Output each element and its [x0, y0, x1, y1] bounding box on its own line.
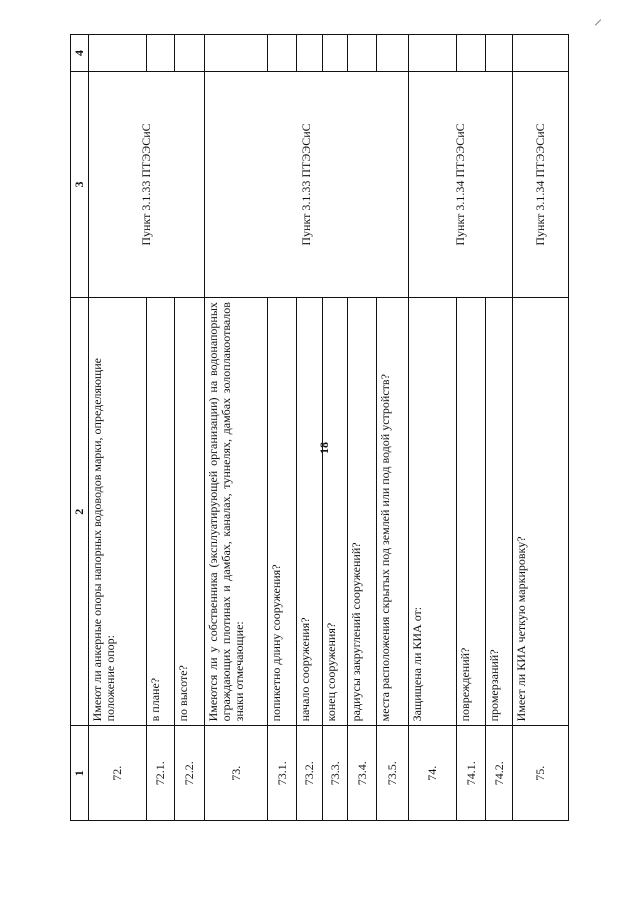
row-text: в плане?: [147, 298, 175, 726]
result-cell: [268, 35, 297, 72]
result-cell: [297, 35, 323, 72]
header-col-4: 4: [71, 35, 89, 72]
row-number: 74.: [409, 726, 457, 821]
row-number: 72.: [89, 726, 147, 821]
result-cell: [175, 35, 205, 72]
row-number: 73.4.: [348, 726, 377, 821]
row-text: Имеет ли КИА четкую маркировку?: [513, 298, 569, 726]
header-col-3: 3: [71, 71, 89, 297]
row-text: Имеют ли анкерные опоры напорных водоводов марки, определяющие положение опор:: [89, 298, 147, 726]
row-text: по высоте?: [175, 298, 205, 726]
checklist-table-rotated: [70, 34, 560, 821]
row-text: повреждений?: [457, 298, 486, 726]
table-row: [409, 35, 457, 821]
table-row: [205, 35, 268, 821]
row-number: 74.2.: [486, 726, 513, 821]
result-cell: [147, 35, 175, 72]
row-text: промерзаний?: [486, 298, 513, 726]
row-text: конец сооружения?: [323, 298, 348, 726]
result-cell: [348, 35, 377, 72]
reference-cell: Пункт 3.1.34 ПТЭЭСиС: [513, 71, 569, 297]
result-cell: [486, 35, 513, 72]
result-cell: [205, 35, 268, 72]
result-cell: [513, 35, 569, 72]
result-cell: [409, 35, 457, 72]
row-text: попикетно длину сооружения?: [268, 298, 297, 726]
result-cell: [323, 35, 348, 72]
reference-cell: Пункт 3.1.33 ПТЭЭСиС: [89, 71, 205, 297]
row-number: 73.: [205, 726, 268, 821]
page-number: 18: [317, 442, 331, 454]
row-number: 73.1.: [268, 726, 297, 821]
header-col-2: 2: [71, 298, 89, 726]
header-col-1: 1: [71, 726, 89, 821]
table-row: [513, 35, 569, 821]
checklist-table: [70, 34, 569, 821]
row-text: Защищена ли КИА от:: [409, 298, 457, 726]
row-text: радиусы закруглений сооружений?: [348, 298, 377, 726]
header-row: [71, 35, 89, 821]
row-number: 73.5.: [377, 726, 409, 821]
reference-cell: Пункт 3.1.33 ПТЭЭСиС: [205, 71, 409, 297]
scan-mark: [595, 19, 601, 25]
result-cell: [89, 35, 147, 72]
row-text: начало сооружения?: [297, 298, 323, 726]
row-number: 73.2.: [297, 726, 323, 821]
row-number: 72.2.: [175, 726, 205, 821]
row-number: 74.1.: [457, 726, 486, 821]
row-text: места расположения скрытых под землей или под водой устройств?: [377, 298, 409, 726]
row-number: 73.3.: [323, 726, 348, 821]
result-cell: [457, 35, 486, 72]
row-number: 75.: [513, 726, 569, 821]
row-number: 72.1.: [147, 726, 175, 821]
reference-cell: Пункт 3.1.34 ПТЭЭСиС: [409, 71, 513, 297]
row-text: Имеются ли у собственника (эксплуатирующей организации) на водонапорных ограждающих плотинах и дамбах, каналах, туннелях, дамбах золоплакоотвалов знаки отмечающие:: [205, 298, 268, 726]
table-row: [89, 35, 147, 821]
result-cell: [377, 35, 409, 72]
